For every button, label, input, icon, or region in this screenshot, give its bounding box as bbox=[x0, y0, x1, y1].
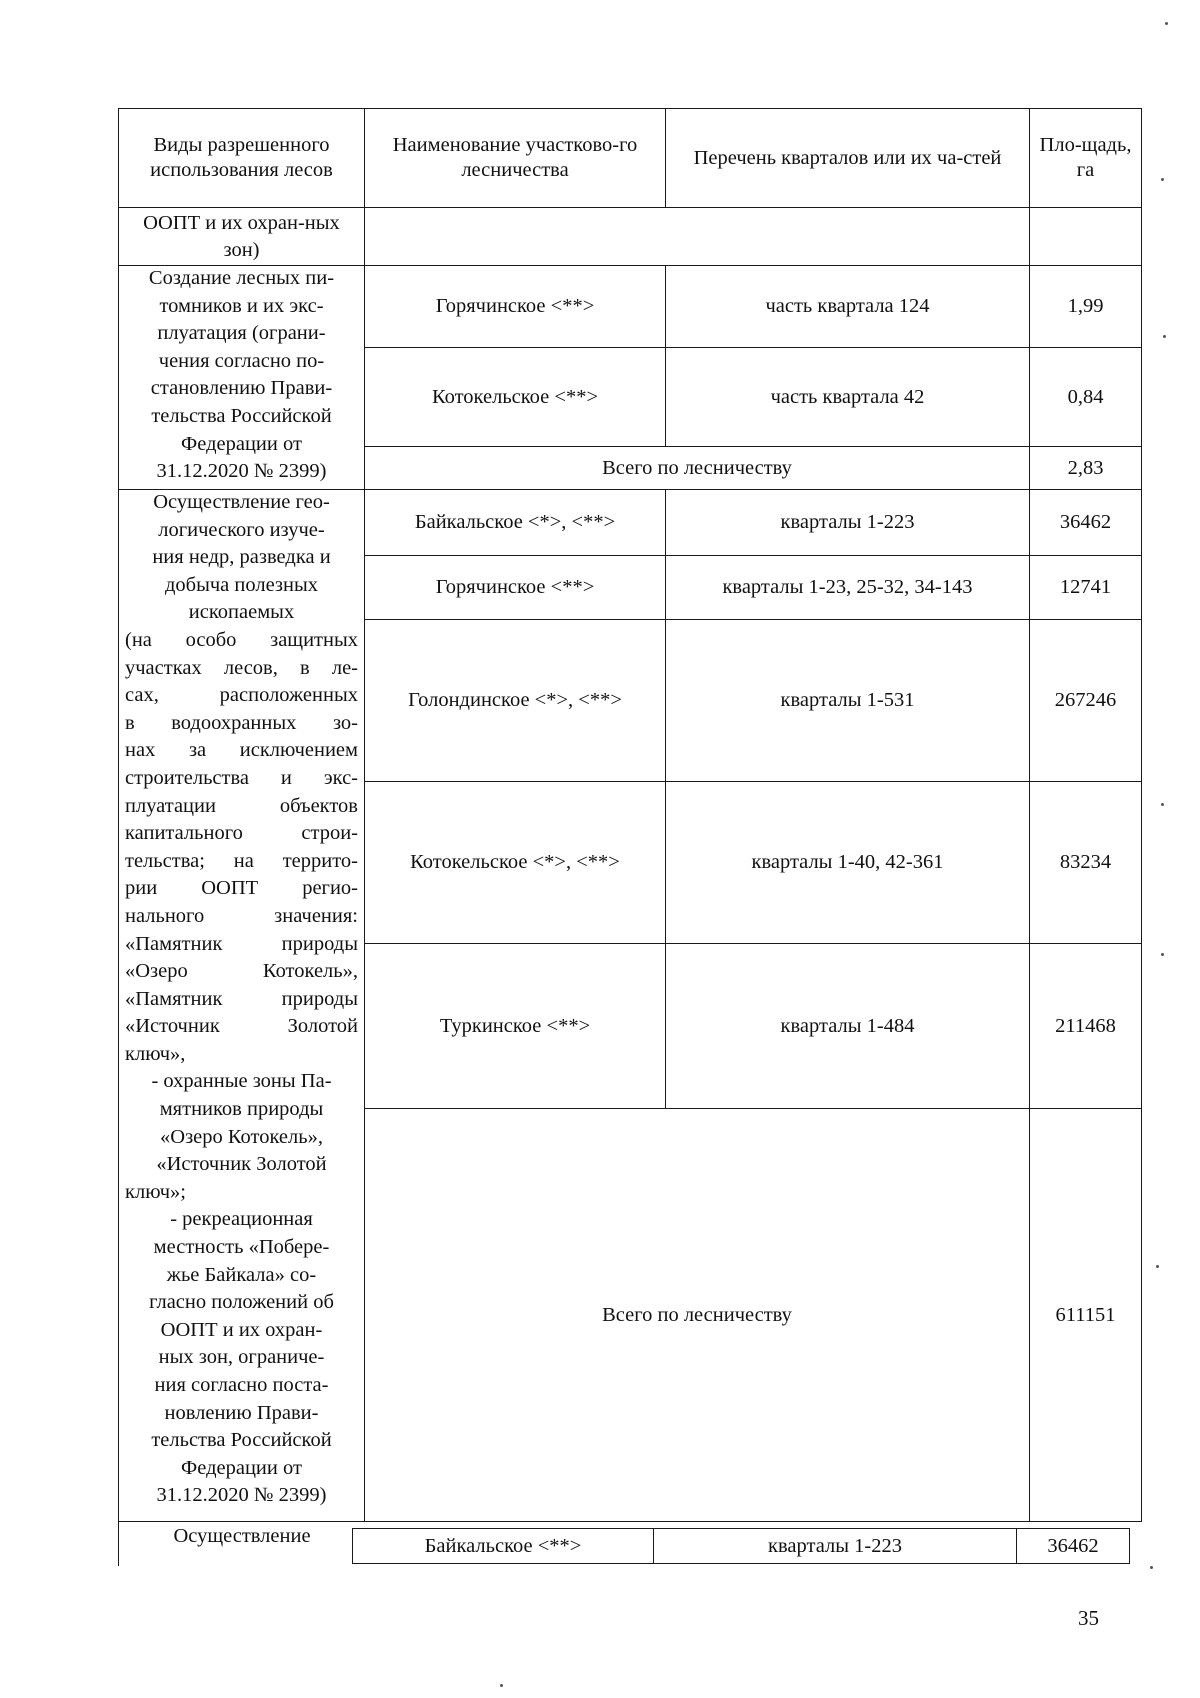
usage-line: участках лесов, в ле- bbox=[125, 656, 358, 679]
area-value: 0,84 bbox=[1067, 385, 1104, 408]
usage-line: ископаемых bbox=[188, 601, 295, 624]
section1-total-label bbox=[364, 446, 1030, 490]
usage-line: нах за исключением bbox=[125, 739, 358, 762]
table-row-area bbox=[1029, 489, 1142, 556]
usage-line: томников и их экс- bbox=[159, 294, 324, 317]
usage-line: - рекреационная bbox=[170, 1208, 313, 1231]
usage-line: ключ»; bbox=[125, 1180, 186, 1203]
table-row-quarters bbox=[665, 265, 1030, 348]
usage-line: Федерации от bbox=[181, 1456, 302, 1479]
usage-line: в водоохранных зо- bbox=[125, 711, 358, 734]
area-value: 83234 bbox=[1059, 851, 1112, 873]
district-name: Котокельское <*>, <**> bbox=[410, 851, 620, 873]
header-area bbox=[1029, 108, 1142, 208]
district-name: Байкальское <**> bbox=[424, 1534, 582, 1557]
usage-line: тельства Российской bbox=[151, 1429, 332, 1452]
header-area-text: Пло-щадь, га bbox=[1039, 134, 1132, 181]
section0-usage-text: ООПТ и их охран-ных зон) bbox=[143, 211, 340, 261]
usage-line: ключ», bbox=[125, 1042, 186, 1065]
section0-usage bbox=[118, 207, 365, 266]
table-row-area bbox=[1029, 619, 1142, 782]
usage-line: 31.12.2020 № 2399) bbox=[156, 460, 327, 483]
district-name: Горячинское <**> bbox=[435, 295, 595, 317]
table-row-name bbox=[364, 781, 666, 944]
usage-line: 31.12.2020 № 2399) bbox=[156, 1484, 327, 1507]
usage-line: «Источник Золотой bbox=[125, 1015, 358, 1038]
usage-line: ных зон, ограниче- bbox=[158, 1346, 325, 1369]
quarters-text: кварталы 1-23, 25-32, 34-143 bbox=[722, 576, 973, 598]
usage-line: тельства Российской bbox=[151, 404, 332, 427]
usage-line: капитального строи- bbox=[125, 822, 358, 845]
section2-usage bbox=[118, 489, 365, 1522]
table-row-area bbox=[1016, 1528, 1130, 1564]
area-value: 267246 bbox=[1054, 689, 1117, 711]
table-row-area bbox=[1029, 781, 1142, 944]
usage-line: плуатации объектов bbox=[125, 794, 358, 817]
district-name: Байкальское <*>, <**> bbox=[414, 511, 616, 533]
area-value: 36462 bbox=[1047, 1534, 1099, 1557]
table-row-quarters bbox=[665, 347, 1030, 447]
table-row-name bbox=[364, 619, 666, 782]
scan-speck bbox=[1156, 1265, 1159, 1268]
usage-line: Федерации от bbox=[181, 432, 302, 455]
section2-total-area bbox=[1029, 1108, 1142, 1522]
quarters-text: кварталы 1-223 bbox=[780, 511, 915, 533]
area-value: 36462 bbox=[1059, 511, 1112, 533]
header-district bbox=[364, 108, 666, 208]
usage-line: нального значения: bbox=[125, 904, 358, 927]
table-row-quarters bbox=[665, 781, 1030, 944]
scan-speck bbox=[1161, 178, 1164, 181]
table-row-name bbox=[364, 265, 666, 348]
district-name: Голондинское <*>, <**> bbox=[408, 689, 622, 711]
usage-line: местность «Побере- bbox=[153, 1236, 330, 1259]
scan-speck bbox=[1163, 335, 1166, 338]
table-row-name bbox=[364, 489, 666, 556]
table-row-area bbox=[1029, 347, 1142, 447]
section0-empty bbox=[364, 207, 1030, 266]
table-row-quarters bbox=[665, 619, 1030, 782]
usage-line: строительства и экс- bbox=[125, 766, 358, 789]
header-usage-text: Виды разрешенного использования лесов bbox=[150, 134, 333, 181]
table-row-quarters bbox=[665, 943, 1030, 1109]
scan-speck bbox=[1161, 803, 1164, 806]
table-row-area bbox=[1029, 265, 1142, 348]
header-quarters-text: Перечень кварталов или их ча-стей bbox=[693, 146, 1002, 169]
table-row-name bbox=[364, 555, 666, 620]
quarters-text: часть квартала 42 bbox=[770, 385, 925, 408]
quarters-text: кварталы 1-40, 42-361 bbox=[751, 851, 944, 873]
usage-line: логического изуче- bbox=[158, 518, 325, 541]
table-row-name bbox=[364, 347, 666, 447]
section1-usage bbox=[118, 265, 365, 490]
usage-line: (на особо защитных bbox=[125, 628, 358, 651]
total-area: 611151 bbox=[1055, 1303, 1116, 1326]
usage-line: «Памятник природы bbox=[125, 987, 358, 1010]
usage-line: новлению Прави- bbox=[164, 1401, 319, 1424]
table-row-name bbox=[364, 943, 666, 1109]
usage-line: ООПТ и их охран- bbox=[160, 1318, 323, 1341]
total-label: Всего по лесничеству bbox=[602, 456, 792, 479]
usage-line: ния недр, разведка и bbox=[152, 546, 331, 569]
total-area: 2,83 bbox=[1067, 456, 1104, 479]
usage-line: Осуществление гео- bbox=[153, 491, 330, 513]
section1-total-area bbox=[1029, 446, 1142, 490]
section2-total-label bbox=[364, 1108, 1030, 1522]
usage-line: гласно положений об bbox=[149, 1291, 334, 1314]
table-row-area bbox=[1029, 555, 1142, 620]
scan-speck bbox=[500, 1684, 503, 1687]
quarters-text: кварталы 1-223 bbox=[768, 1534, 902, 1557]
usage-line: становлению Прави- bbox=[150, 377, 333, 400]
quarters-text: часть квартала 124 bbox=[765, 295, 930, 317]
table-row-quarters bbox=[665, 489, 1030, 556]
usage-line: мятников природы bbox=[159, 1098, 324, 1121]
section3-usage bbox=[118, 1521, 365, 1566]
usage-line: рии ООПТ регио- bbox=[125, 877, 358, 900]
usage-line: ния согласно поста- bbox=[154, 1374, 329, 1396]
page-number: 35 bbox=[1078, 1606, 1099, 1630]
table-row-quarters bbox=[653, 1528, 1017, 1564]
usage-line: тельства; на террито- bbox=[125, 849, 358, 872]
area-value: 211468 bbox=[1055, 1014, 1116, 1037]
area-value: 1,99 bbox=[1067, 295, 1104, 317]
usage-line: «Источник Золотой bbox=[156, 1153, 327, 1176]
usage-line: добыча полезных bbox=[164, 573, 319, 596]
district-name: Туркинское <**> bbox=[439, 1014, 591, 1037]
usage-line: жье Байкала» со- bbox=[166, 1263, 317, 1286]
district-name: Горячинское <**> bbox=[435, 576, 595, 598]
usage-line: «Памятник природы bbox=[125, 932, 358, 955]
table-row-quarters bbox=[665, 555, 1030, 620]
section0-empty-area bbox=[1029, 207, 1142, 266]
usage-line: сах, расположенных bbox=[125, 684, 358, 707]
district-name: Котокельское <**> bbox=[431, 385, 599, 408]
table-row-name bbox=[352, 1528, 654, 1564]
table-row-area bbox=[1029, 943, 1142, 1109]
usage-line: - охранные зоны Па- bbox=[151, 1070, 332, 1093]
usage-line: чения согласно по- bbox=[158, 349, 325, 372]
usage-line: плуатация (ограни- bbox=[157, 322, 326, 345]
usage-line: «Озеро Котокель», bbox=[160, 1125, 323, 1148]
scan-speck bbox=[1161, 953, 1164, 956]
area-value: 12741 bbox=[1059, 576, 1112, 598]
scan-speck bbox=[1150, 1566, 1153, 1569]
usage-line: Осуществление bbox=[173, 1525, 311, 1547]
scan-speck bbox=[1165, 22, 1168, 25]
total-label: Всего по лесничеству bbox=[602, 1303, 792, 1326]
quarters-text: кварталы 1-484 bbox=[780, 1014, 915, 1037]
quarters-text: кварталы 1-531 bbox=[780, 689, 915, 711]
usage-line: «Озеро Котокель», bbox=[125, 960, 358, 983]
header-usage bbox=[118, 108, 365, 208]
usage-line: Создание лесных пи- bbox=[148, 267, 335, 289]
header-district-text: Наименование участково-го лесничества bbox=[392, 134, 638, 181]
header-quarters bbox=[665, 108, 1030, 208]
